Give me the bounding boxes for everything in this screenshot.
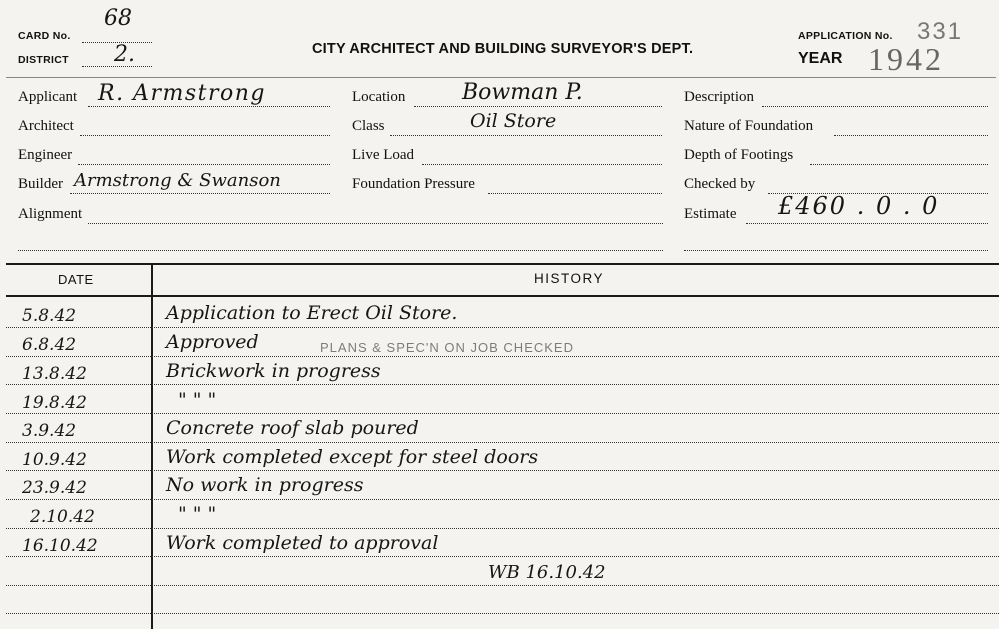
history-date: 6.8.42 (22, 335, 77, 355)
history-date: 23.9.42 (22, 478, 87, 498)
engineer-label: Engineer (18, 147, 73, 163)
history-date: 19.8.42 (22, 393, 87, 413)
history-text: No work in progress (166, 474, 364, 496)
approval-stamp: PLANS & SPEC'N ON JOB CHECKED (320, 340, 574, 355)
history-date: 13.8.42 (22, 364, 87, 384)
history-text: Brickwork in progress (166, 360, 381, 382)
history-date: 16.10.42 (22, 536, 98, 556)
history-text: Application to Erect Oil Store. (166, 302, 458, 324)
estimate-label: Estimate (684, 206, 737, 222)
department-title: CITY ARCHITECT AND BUILDING SURVEYOR'S DEPT. (312, 41, 694, 57)
alignment-label: Alignment (18, 206, 83, 222)
nature-of-foundation-label: Nature of Foundation (684, 118, 814, 134)
class-label: Class (352, 118, 385, 134)
applicant-label: Applicant (18, 89, 78, 105)
description-label: Description (684, 89, 754, 105)
history-text: " " " (178, 503, 217, 525)
history-column-header: HISTORY (534, 271, 605, 286)
location-value: Bowman P. (462, 80, 583, 105)
architect-label: Architect (18, 118, 74, 134)
history-date: 2.10.42 (30, 507, 95, 527)
live-load-label: Live Load (352, 147, 415, 163)
location-label: Location (352, 89, 406, 105)
history-date: 3.9.42 (22, 421, 77, 441)
history-date: 10.9.42 (22, 450, 87, 470)
history-text: Approved (166, 331, 259, 353)
year-label: YEAR (798, 50, 843, 67)
date-column-header: DATE (58, 272, 94, 287)
card-no-value: 68 (104, 6, 132, 31)
foundation-pressure-label: Foundation Pressure (352, 176, 475, 192)
history-text: Work completed except for steel doors (166, 446, 539, 468)
class-value: Oil Store (470, 110, 557, 132)
district-label: DISTRICT (18, 54, 69, 66)
signoff-initials: WB 16.10.42 (488, 562, 606, 583)
application-no-value: 331 (917, 18, 964, 45)
history-text: Concrete roof slab poured (166, 417, 419, 439)
district-value: 2. (114, 42, 135, 67)
history-text: " " " (178, 389, 217, 411)
applicant-value: R. Armstrong (98, 81, 266, 106)
builder-label: Builder (18, 176, 63, 192)
depth-of-footings-label: Depth of Footings (684, 147, 794, 163)
checked-by-label: Checked by (684, 176, 756, 192)
card-no-label: CARD No. (18, 30, 71, 42)
history-date: 5.8.42 (22, 306, 77, 326)
builder-value: Armstrong & Swanson (74, 170, 281, 191)
estimate-value: £460 . 0 . 0 (778, 192, 940, 220)
year-value: 1942 (868, 41, 944, 77)
application-no-label: APPLICATION No. (798, 30, 893, 42)
history-text: Work completed to approval (166, 532, 439, 554)
